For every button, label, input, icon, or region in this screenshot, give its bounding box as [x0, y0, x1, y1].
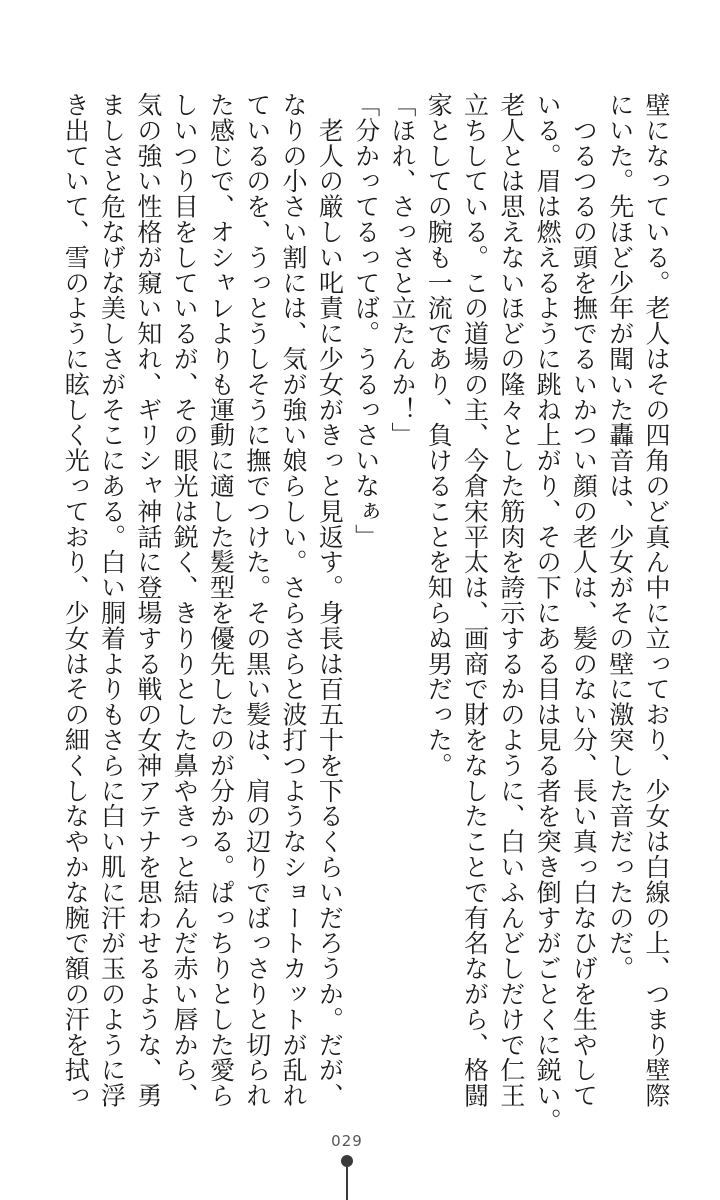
page-ornament-line — [346, 1167, 348, 1200]
text-line: 「ほれ、さっさと立たんか！」 — [387, 92, 417, 448]
text-line: つるつるの頭を撫でるいかつい顔の老人は、髪のない分、長い真っ白なひげを生やして — [569, 92, 599, 1108]
page-ornament-dot — [341, 1155, 353, 1167]
text-line: 家としての腕も一流であり、負けることを知らぬ男だった。 — [424, 92, 454, 778]
text-line: 老人の厳しい叱責に少女がきっと見返す。身長は百五十を下るくらいだろうか。だが、 — [315, 92, 345, 1108]
text-line: 気の強い性格が窺い知れ、ギリシャ神話に登場する戦の女神アテナを思わせるような、勇 — [133, 92, 163, 1108]
text-line: ているのを、うっとうしそうに撫でつけた。その黒い髪は、肩の辺りでばっさりと切られ — [242, 92, 272, 1108]
text-line: た感じで、オシャレよりも運動に適した髪型を優先したのが分かる。ぱっちりとした愛ら — [206, 92, 236, 1108]
text-line: ましさと危なげな美しさがそこにある。白い胴着よりもさらに白い肌に汗が玉のように浮 — [97, 92, 127, 1108]
text-line: いる。眉は燃えるように跳ね上がり、その下にある目は見る者を突き倒すがごとくに鋭い。 — [533, 92, 563, 1134]
text-line: き出ていて、雪のように眩しく光っており、少女はその細くしなやかな腕で額の汗を拭っ — [61, 92, 91, 1108]
page-number: 029 — [331, 1132, 363, 1150]
text-line: 壁になっている。老人はその四角のど真ん中に立っており、少女は白線の上、つまり壁際 — [642, 92, 671, 1108]
text-line: 立ちしている。この道場の主、今倉宋平太は、画商で財をなしたことで有名ながら、格闘 — [460, 92, 490, 1108]
text-line: 「分かってるってば。うるっさいなぁ」 — [351, 92, 381, 550]
vertical-text-body — [34, 92, 674, 1134]
text-line: しいつり目をしているが、その眼光は鋭く、きりりとした鼻やきっと結んだ赤い唇から、 — [170, 92, 200, 1108]
text-line: にいた。先ほど少年が聞いた轟音は、少女がその壁に激突した音だったのだ。 — [605, 92, 635, 981]
text-line: なりの小さい割には、気が強い娘らしい。さらさらと波打つようなショートカットが乱れ — [279, 92, 309, 1108]
text-line: 老人とは思えないほどの隆々とした筋肉を誇示するかのように、白いふんどしだけで仁王 — [496, 92, 526, 1108]
